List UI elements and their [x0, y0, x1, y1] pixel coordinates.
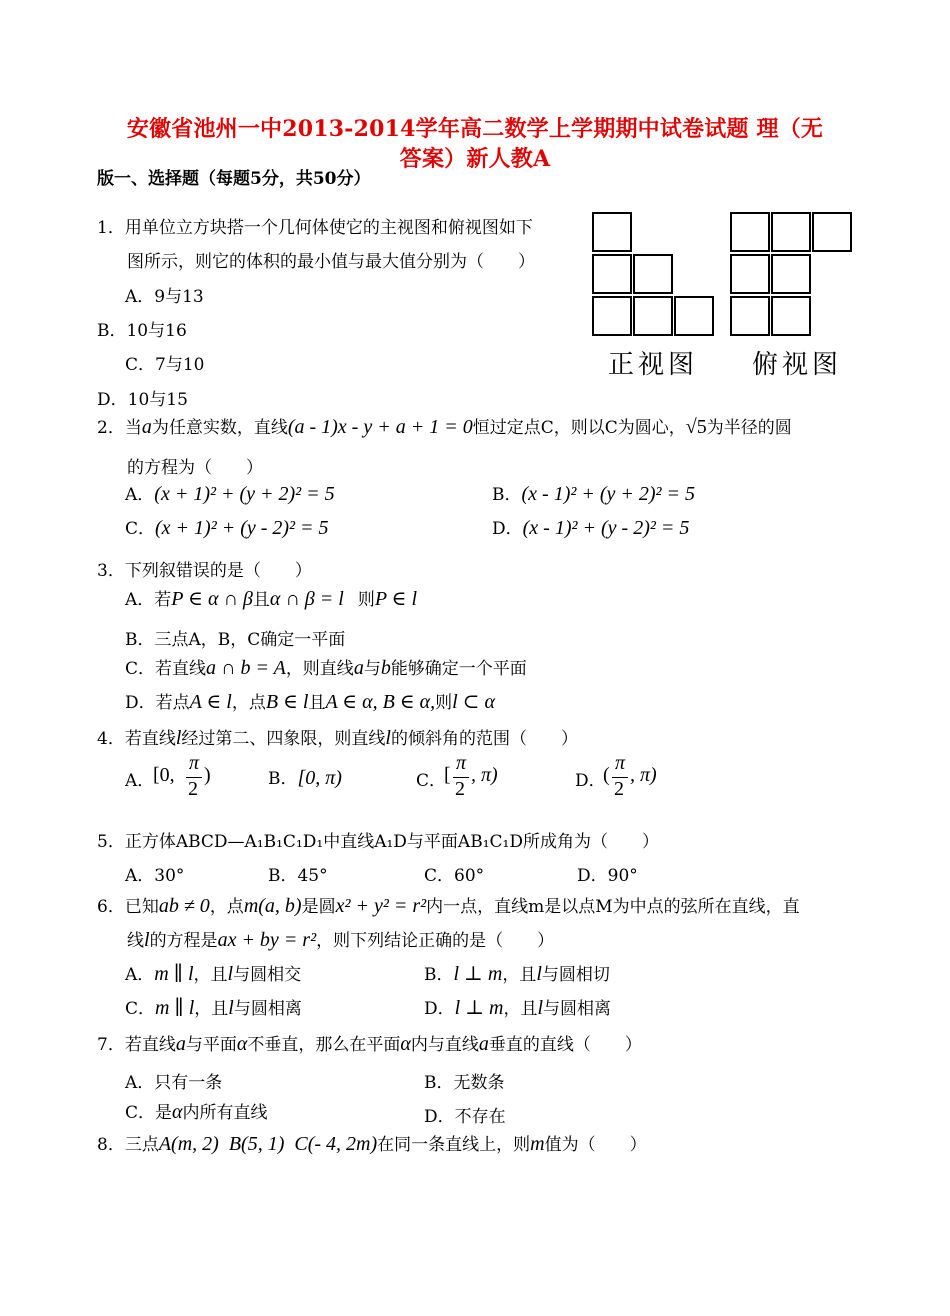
top-view-figure	[730, 212, 856, 342]
front-view-figure	[592, 212, 718, 342]
question-1-stem-line2: 图所示，则它的体积的最小值与最大值分别为（ ）	[127, 252, 535, 272]
q2-option-a: A．(x + 1)² + (y + 2)² = 5	[125, 483, 335, 505]
question-4-stem: 4．若直线l经过第二、四象限，则直线l的倾斜角的范围（ ）	[97, 727, 578, 749]
title-line-2: 答案）新人教A	[399, 146, 551, 172]
question-5-stem: 5．正方体ABCD—A₁B₁C₁D₁中直线A₁D与平面AB₁C₁D所成角为（ ）	[97, 832, 659, 852]
question-1-stem: 1．用单位立方块搭一个几何体使它的主视图和俯视图如下	[97, 218, 533, 238]
title-line-1: 安徽省池州一中2013-2014学年高二数学上学期期中试卷试题 理（无	[126, 116, 824, 142]
q7-option-a: A．只有一条	[125, 1073, 223, 1093]
q6-option-a: A．m ∥ l，且l与圆相交	[125, 963, 302, 985]
q5-option-a: A．30°	[125, 866, 185, 886]
top-view-caption: 俯视图	[752, 350, 843, 380]
q1-option-c: C．7与10	[125, 355, 205, 375]
q3-option-b: B．三点A，B，C确定一平面	[125, 630, 346, 650]
line-equation: (a - 1)x - y + a + 1 = 0	[287, 416, 473, 438]
q6-option-d: D．l ⊥ m，且l与圆相离	[424, 997, 612, 1019]
q1-option-a: A．9与13	[125, 287, 204, 307]
q4-option-c: C． [ π 2 , π)	[416, 752, 498, 800]
q5-option-d: D．90°	[577, 866, 638, 886]
page-title	[0, 112, 950, 143]
q1-option-d: D．10与15	[97, 390, 188, 410]
q7-option-b: B．无数条	[424, 1073, 505, 1093]
question-6-stem-line2: 线l的方程是ax + by = r²，则下列结论正确的是（ ）	[127, 929, 555, 951]
sqrt-five: √5	[685, 416, 707, 438]
q3-option-c: C．若直线a ∩ b = A，则直线a与b能够确定一个平面	[125, 657, 527, 679]
q2-option-b: B．(x - 1)² + (y + 2)² = 5	[492, 483, 696, 505]
q2-option-c: C．(x + 1)² + (y - 2)² = 5	[125, 517, 329, 539]
q7-option-c: C．是α内所有直线	[125, 1101, 268, 1123]
question-2-stem-line2: 的方程为（ ）	[127, 458, 263, 478]
q5-option-b: B．45°	[268, 866, 328, 886]
question-7-stem: 7．若直线a与平面α不垂直，那么在平面α内与直线a垂直的直线（ ）	[97, 1033, 642, 1055]
question-8-stem: 8．三点A(m, 2) B(5, 1) C(- 4, 2m)在同一条直线上，则m值为（ ）	[97, 1133, 647, 1155]
question-2-stem: 2．当a为任意实数，直线(a - 1)x - y + a + 1 = 0恒过定点C，则以C为圆心，√5为半径的圆	[97, 416, 792, 438]
q4-option-b: B．[0, π)	[268, 767, 342, 789]
q4-option-d: D． ( π 2 , π)	[575, 752, 657, 800]
question-3-stem: 3．下列叙错误的是（ ）	[97, 561, 312, 581]
question-6-stem: 6．已知ab ≠ 0，点m(a, b)是圆x² + y² = r²内一点，直线m是以点M为中点的弦所在直线，直	[97, 895, 800, 917]
q3-option-d: D．若点A ∈ l，点B ∈ l且A ∈ α, B ∈ α,则l ⊂ α	[125, 691, 495, 713]
section-header: 版一、选择题（每题5分，共50分）	[97, 169, 371, 189]
q2-option-d: D．(x - 1)² + (y - 2)² = 5	[492, 517, 690, 539]
q5-option-c: C．60°	[424, 866, 485, 886]
q6-option-c: C．m ∥ l，且l与圆相离	[125, 997, 302, 1019]
front-view-caption: 正视图	[608, 350, 699, 380]
q7-option-d: D．不存在	[424, 1107, 506, 1127]
q1-option-b: B．10与16	[97, 321, 187, 341]
q3-option-a: A．若P ∈ α ∩ β且α ∩ β = l 则P ∈ l	[125, 588, 418, 610]
var-a: a	[141, 416, 152, 438]
q6-option-b: B．l ⊥ m，且l与圆相切	[424, 963, 610, 985]
